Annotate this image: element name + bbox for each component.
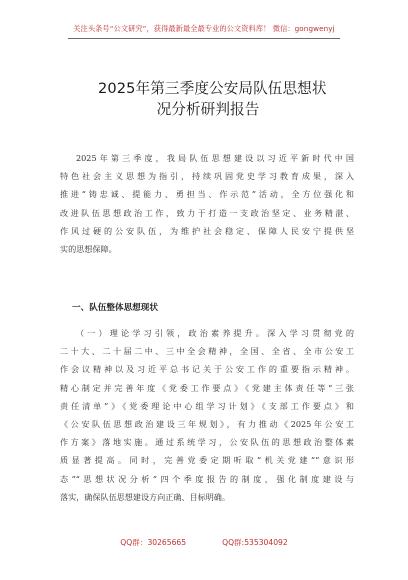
paragraph-line: 特色社会主义思想为指引，持续巩固党史学习教育成果，深入	[60, 171, 354, 182]
paragraph-line: 精心制定并完善年度《党委工作要点》《党建主体责任等“三张	[60, 382, 354, 393]
paragraph-line: 推进“铸忠诚、提能力、勇担当、作示范”活动，全方位强化和	[60, 189, 354, 200]
paragraph-line: 落实，确保队伍思想建设方向正确、目标明确。	[60, 491, 230, 502]
header-divider	[68, 38, 340, 39]
document-title	[98, 78, 336, 120]
paragraph-line: 态”“思想状况分析”四个季度报告的制度，强化制度建设与	[60, 473, 354, 484]
paragraph-line: 二十大、二十届二中、三中全会精神，全国、全省、全市公安工	[60, 346, 354, 357]
footer-contact	[0, 537, 408, 548]
paragraph-line: 2025年第三季度，我局队伍思想建设以习近平新时代中国	[76, 153, 354, 163]
qq-group-1: QQ群：30265665	[120, 538, 187, 547]
subsection-paragraph	[60, 324, 354, 506]
paragraph-line: 责任清单”》《党委理论中心组学习计划》《支部工作要点》和	[60, 400, 354, 411]
paragraph-line: 改进队伍思想政治工作，致力于打造一支政治坚定、业务精湛、	[60, 207, 354, 218]
paragraph-line: （一）理论学习引领，政治素养提升。深入学习贯彻党的	[76, 328, 354, 338]
title-line-2: 况分析研判报告	[156, 101, 260, 118]
paragraph-line: 作会议精神以及习近平总书记关于公安工作的重要指示精神。	[60, 364, 354, 375]
paragraph-line: 实的思想保障。	[60, 243, 117, 254]
title-line-1: 2025年第三季度公安局队伍思想状	[98, 80, 327, 97]
section-heading: 一、队伍整体思想现状	[72, 303, 158, 313]
paragraph-line: 《公安队伍思想政治建设三年规划》，有力推动《2025年公安工	[60, 418, 354, 429]
paragraph-line: 质显著提高。同时，完善党委定期听取“机关党建”“意识形	[60, 455, 354, 466]
paragraph-line: 作风过硬的公安队伍，为维护社会稳定、保障人民安宁提供坚	[60, 225, 354, 236]
header-banner: 关注头条号“公文研究”，获得最新最全最专业的公文资料库！ 微信：gongwenyj	[73, 24, 335, 33]
intro-paragraph	[60, 149, 354, 258]
paragraph-line: 作方案》落地实施。通过系统学习，公安队伍的思想政治整体素	[60, 437, 354, 448]
qq-group-2: QQ群:535304092	[222, 538, 288, 547]
